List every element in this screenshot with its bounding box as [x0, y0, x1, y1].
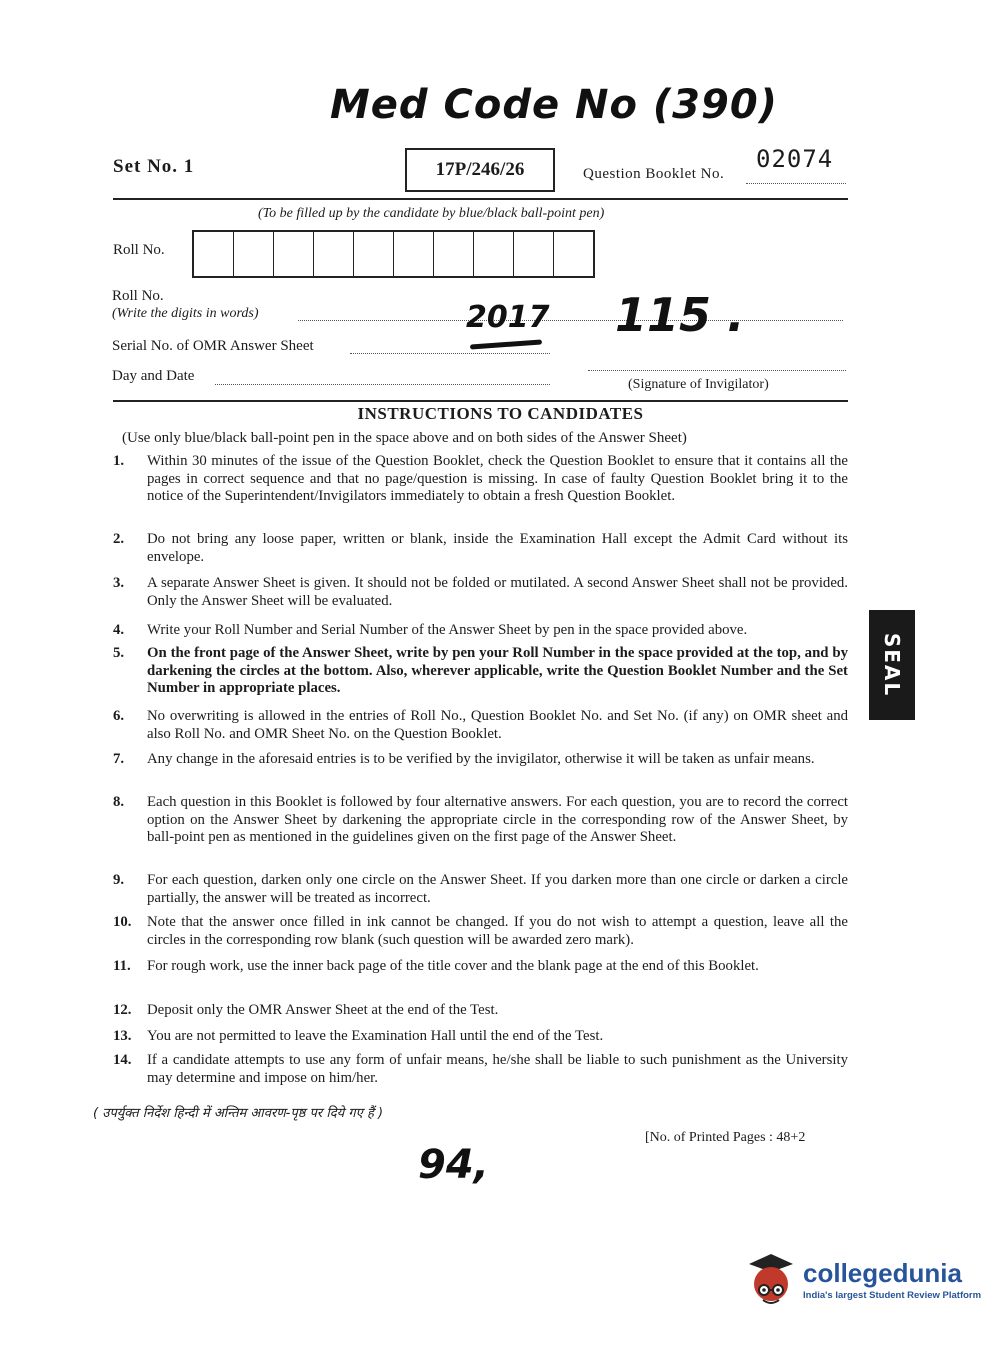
roll-box: [354, 232, 394, 276]
roll-box: [234, 232, 274, 276]
instruction-text: Do not bring any loose paper, written or blank, inside the Examination Hall except the Admit Card without its envelope.: [147, 531, 848, 565]
handwritten-roll-number: 115 .: [615, 288, 745, 342]
instruction-item: [113, 531, 848, 566]
instruction-item: [113, 751, 848, 769]
instruction-text: If a candidate attempts to use any form of unfair means, he/she shall be liable to such punishment as the University may determine and impose on him/her.: [147, 1052, 848, 1086]
instruction-number: 5.: [113, 645, 125, 661]
instruction-text: No overwriting is allowed in the entries of Roll No., Question Booklet No. and Set No. (if any) on OMR sheet and also Roll No. and OMR Sheet No. on the Question Booklet.: [147, 708, 848, 742]
instruction-text: Deposit only the OMR Answer Sheet at the end of the Test.: [147, 1002, 499, 1018]
instruction-text: Write your Roll Number and Serial Number of the Answer Sheet by pen in the space provided above.: [147, 622, 748, 638]
instruction-number: 12.: [113, 1002, 132, 1018]
hindi-note: ( उपर्युक्त निर्देश हिन्दी में अन्तिम आवरण-पृष्ठ पर दिये गए हैं ): [93, 1106, 384, 1121]
instruction-text: Note that the answer once filled in ink cannot be changed. If you do not wish to attempt a question, leave all the circles in the corresponding row blank (such question will be awarded zero mark).: [147, 914, 848, 948]
set-number: Set No. 1: [113, 156, 195, 177]
roll-box: [314, 232, 354, 276]
roll-box: [554, 232, 593, 276]
instruction-number: 14.: [113, 1052, 132, 1068]
instruction-text: A separate Answer Sheet is given. It should not be folded or mutilated. A second Answer Sheet shall not be provided. Only the Answer Sheet will be evaluated.: [147, 575, 848, 609]
omr-serial-label: Serial No. of OMR Answer Sheet: [112, 338, 314, 354]
instruction-item: [113, 1052, 848, 1087]
instruction-number: 7.: [113, 751, 125, 767]
instruction-item: [113, 622, 848, 640]
brand-tagline: India's largest Student Review Platform: [803, 1289, 982, 1301]
roll-no-label: Roll No.: [113, 242, 165, 258]
roll-box: [514, 232, 554, 276]
roll-words-line: [298, 320, 843, 321]
instruction-item: [113, 1002, 848, 1020]
collegedunia-watermark: [745, 1252, 981, 1308]
roll-box: [274, 232, 314, 276]
omr-serial-scribble: [470, 339, 542, 349]
instruction-item: [113, 575, 848, 610]
seal-text: SEAL: [880, 632, 905, 698]
signature-label: (Signature of Invigilator): [628, 377, 769, 392]
instruction-text: For each question, darken only one circle on the Answer Sheet. If you darken more than one circle or darken a circle partially, the answer will be treated as incorrect.: [147, 872, 848, 906]
instruction-number: 3.: [113, 575, 125, 591]
signature-line: [588, 370, 846, 371]
roll-box: [394, 232, 434, 276]
instruction-text: On the front page of the Answer Sheet, write by pen your Roll Number in the space provided at the top, and by darkening the circles at the bottom. Also, wherever applicable, write the Question Booklet Number and the Set Number in appropriate places.: [147, 645, 848, 696]
handwritten-header: Med Code No (390): [330, 82, 778, 128]
instructions-subtitle: (Use only blue/black ball-point pen in the space above and on both sides of the Answer Sheet): [122, 430, 687, 446]
question-booklet-number: 02074: [756, 145, 834, 173]
handwritten-page-mark: 94,: [418, 1142, 489, 1188]
instruction-item: [113, 914, 848, 949]
instruction-number: 4.: [113, 622, 125, 638]
roll-words-label: Roll No.: [112, 288, 164, 304]
instruction-item: [113, 708, 848, 743]
instructions-title: INSTRUCTIONS TO CANDIDATES: [357, 404, 644, 423]
roll-words-sublabel: (Write the digits in words): [112, 306, 259, 321]
instruction-text: Any change in the aforesaid entries is to be verified by the invigilator, otherwise it will be taken as unfair means.: [147, 751, 815, 767]
booklet-number-line: [746, 183, 846, 184]
roll-box: [474, 232, 514, 276]
instruction-item: [113, 958, 848, 976]
mascot-icon: [745, 1252, 797, 1308]
fill-instruction: (To be filled up by the candidate by blue/black ball-point pen): [258, 206, 605, 221]
instruction-number: 13.: [113, 1028, 132, 1044]
roll-box: [434, 232, 474, 276]
instruction-number: 9.: [113, 872, 125, 888]
instruction-number: 2.: [113, 531, 125, 547]
seal-label: [869, 610, 915, 720]
form-divider: [113, 400, 848, 402]
instruction-text: You are not permitted to leave the Examination Hall until the end of the Test.: [147, 1028, 604, 1044]
instruction-item: [113, 794, 848, 847]
paper-code-box: [405, 148, 555, 192]
instruction-number: 10.: [113, 914, 132, 930]
handwritten-roll-words: 2017: [466, 300, 550, 335]
instruction-item: [113, 1028, 848, 1046]
instruction-number: 11.: [113, 958, 131, 974]
question-booklet-label: Question Booklet No.: [583, 166, 725, 182]
paper-code: 17P/246/26: [435, 159, 525, 180]
instruction-text: For rough work, use the inner back page of the title cover and the blank page at the end of this Booklet.: [147, 958, 759, 974]
roll-box: [194, 232, 234, 276]
instruction-number: 1.: [113, 453, 125, 469]
instruction-item: [113, 645, 848, 698]
instruction-number: 6.: [113, 708, 125, 724]
printed-pages: [No. of Printed Pages : 48+2: [645, 1130, 806, 1145]
instruction-number: 8.: [113, 794, 125, 810]
instruction-text: Within 30 minutes of the issue of the Question Booklet, check the Question Booklet to ensure that it contains all the pages in correct sequence and that no page/question is missing. In case of faulty Question Booklet bring it to the notice of the Superintendent/Invigilators immediately to obtain a fresh Question Booklet.: [147, 453, 848, 504]
roll-number-boxes: [192, 230, 595, 278]
day-date-line: [215, 384, 550, 385]
instruction-item: [113, 453, 848, 506]
instruction-text: Each question in this Booklet is followed by four alternative answers. For each question, you are to record the correct option on the Answer Sheet by darkening the appropriate circle in the corresponding row of the Answer Sheet, by ball-point pen as mentioned in the guidelines given on the first page of the Answer Sheet.: [147, 794, 848, 845]
day-date-label: Day and Date: [112, 368, 195, 384]
brand-name: collegedunia: [803, 1257, 962, 1288]
instruction-item: [113, 872, 848, 907]
omr-serial-line: [350, 353, 550, 354]
top-divider: [113, 198, 848, 200]
